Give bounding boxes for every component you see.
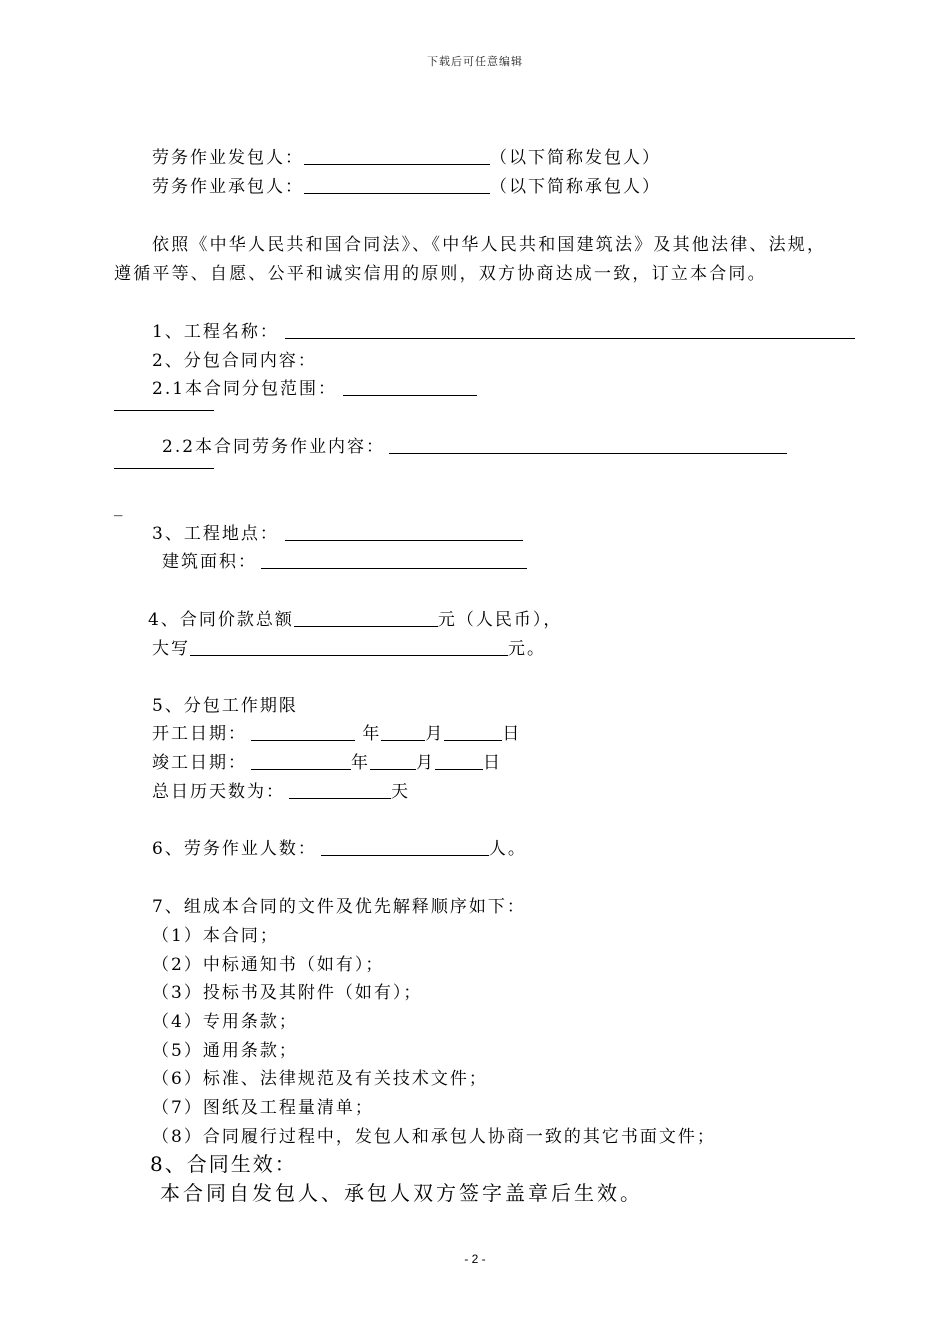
end-month-blank[interactable] [370,753,416,770]
amount-label: 4、合同价款总额 [148,610,294,630]
period-title: 5、分包工作期限 [152,696,298,716]
preamble-line-2: 遵循平等、自愿、公平和诚实信用的原则，双方协商达成一致，订立本合同。 [114,264,767,284]
end-date-label: 竣工日期： [152,753,247,773]
workers-blank[interactable] [321,839,489,856]
area-label: 建筑面积： [162,552,257,572]
scope-label: 2.1本合同分包范围： [152,379,338,399]
capital-suffix: 元。 [508,639,546,659]
amount-line [148,609,562,631]
start-month-blank[interactable] [381,724,425,741]
total-days-line [152,781,410,803]
effectiveness-body: 本合同自发包人、承包人双方签字盖章后生效。 [160,1181,643,1205]
start-year-blank[interactable] [251,724,355,741]
start-day-blank[interactable] [444,724,502,741]
contractor-blank[interactable] [304,177,490,194]
project-name-label: 1、工程名称： [152,322,279,342]
labor-content-blank-continuation[interactable] [114,468,214,469]
subcontract-content-title: 2、分包合同内容： [152,351,317,371]
total-days-label: 总日历天数为： [152,782,285,802]
start-date-line [152,723,521,745]
preamble-line-1: 依照《中华人民共和国合同法》、《中华人民共和国建筑法》及其他法律、法规， [152,235,827,255]
labor-content-line [162,436,787,458]
amount-suffix: 元（人民币）， [437,610,563,630]
contractor-label: 劳务作业承包人： [152,177,304,197]
end-date-line [152,752,502,774]
location-blank[interactable] [285,524,523,541]
total-days-blank[interactable] [289,782,391,799]
page-number: - 2 - [464,1252,486,1266]
page-header: 下载后可任意编辑 [427,55,523,68]
start-year-unit: 年 [362,724,382,744]
project-name-line [152,321,855,343]
employer-suffix: （以下简称发包人） [490,148,661,168]
document-item: （5）通用条款； [152,1041,298,1061]
workers-suffix: 人。 [488,839,527,859]
document-item: （1）本合同； [152,926,279,946]
employer-label: 劳务作业发包人： [152,148,304,168]
employer-line [152,147,661,169]
documents-title: 7、组成本合同的文件及优先解释顺序如下： [152,897,526,917]
area-blank[interactable] [261,552,527,569]
document-item: （3）投标书及其附件（如有）； [152,983,423,1003]
end-day-blank[interactable] [435,753,483,770]
scope-blank[interactable] [343,379,477,396]
area-line [162,551,527,573]
total-days-suffix: 天 [391,782,410,802]
end-year-blank[interactable] [251,753,351,770]
amount-blank[interactable] [294,610,438,627]
workers-line [152,838,527,860]
start-month-unit: 月 [425,724,445,744]
contractor-line [152,176,661,198]
end-month-unit: 月 [416,753,435,773]
document-item: （6）标准、法律规范及有关技术文件； [152,1069,488,1089]
capital-blank[interactable] [190,639,508,656]
labor-content-blank[interactable] [389,437,787,454]
document-item: （8）合同履行过程中，发包人和承包人协商一致的其它书面文件； [152,1127,716,1147]
trailing-dash: _ [114,497,125,517]
labor-content-label: 2.2本合同劳务作业内容： [162,437,386,457]
capital-label: 大写 [152,639,190,659]
start-date-label: 开工日期： [152,724,247,744]
scope-blank-continuation[interactable] [114,410,214,411]
document-item: （2）中标通知书（如有）； [152,955,385,975]
scope-line [152,378,477,400]
workers-label: 6、劳务作业人数： [152,839,317,859]
document-item: （7）图纸及工程量清单； [152,1098,374,1118]
location-label: 3、工程地点： [152,524,279,544]
end-day-unit: 日 [483,753,502,773]
start-day-unit: 日 [502,724,522,744]
document-item: （4）专用条款； [152,1012,298,1032]
employer-blank[interactable] [304,148,490,165]
end-year-unit: 年 [351,753,370,773]
location-line [152,523,523,545]
contractor-suffix: （以下简称承包人） [490,177,661,197]
effectiveness-title: 8、合同生效： [150,1152,297,1176]
project-name-blank[interactable] [285,322,855,339]
capital-line [152,638,546,660]
